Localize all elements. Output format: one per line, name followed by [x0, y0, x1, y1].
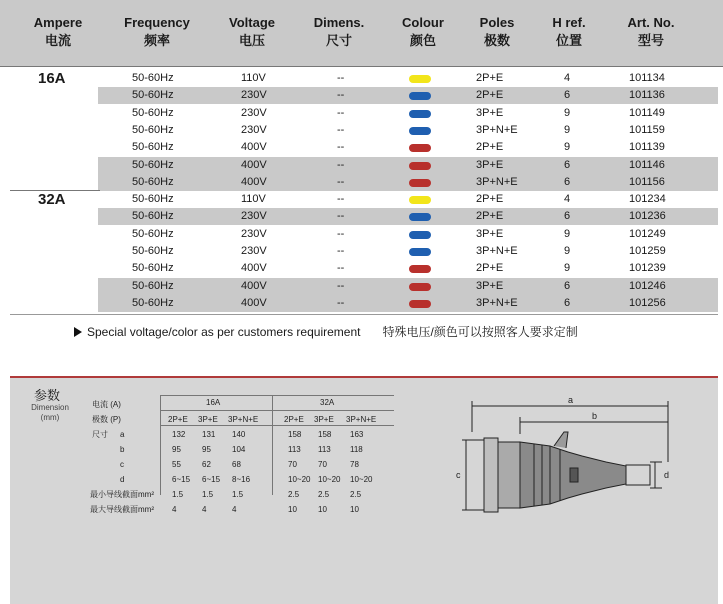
vertical-line-mid: [272, 395, 273, 495]
table-header: [0, 0, 723, 66]
param-row-label: 最小导线截面mm²: [90, 490, 154, 499]
poles-cell: 3P+E: [476, 106, 504, 119]
current-label: 电流 (A): [92, 400, 121, 409]
table-row: [98, 208, 718, 225]
artno-cell: 101256: [629, 296, 666, 309]
dimens-cell: --: [337, 245, 345, 257]
table-row: [98, 226, 718, 243]
table-row: [98, 174, 718, 191]
colour-swatch: [409, 179, 431, 187]
header-colour: Colour 颜色: [402, 15, 444, 48]
artno-cell: 101234: [629, 193, 666, 206]
voltage-cell: 400V: [241, 175, 267, 188]
colour-swatch: [409, 248, 431, 256]
table-row: [98, 260, 718, 277]
group-16a: 16A: [206, 398, 221, 407]
frequency-cell: 50-60Hz: [132, 210, 174, 223]
ampere-label: 32A: [38, 191, 66, 209]
frequency-cell: 50-60Hz: [132, 175, 174, 188]
triangle-bullet-icon: [74, 327, 82, 337]
param-value: 8~16: [232, 475, 251, 484]
table-top-line: [160, 395, 394, 396]
header-divider: [0, 66, 723, 67]
dimens-cell: --: [337, 141, 345, 154]
param-value: 95: [172, 445, 181, 454]
frequency-cell: 50-60Hz: [132, 193, 174, 206]
param-value: 4: [232, 505, 237, 514]
param-value: 113: [288, 445, 301, 454]
table-row: [98, 243, 718, 260]
param-value: 104: [232, 445, 246, 454]
panel-title: 参数: [34, 388, 61, 403]
dimension-panel: [10, 376, 718, 604]
param-value: 68: [232, 460, 241, 469]
header-voltage: Voltage 电压: [229, 15, 275, 48]
pole-header: 3P+E: [198, 415, 218, 424]
href-cell: 6: [564, 175, 571, 188]
voltage-cell: 110V: [241, 72, 266, 84]
param-value: 4: [202, 505, 207, 514]
param-value: 1.5: [202, 490, 214, 499]
param-value: 70: [318, 460, 327, 469]
param-value: 78: [350, 460, 359, 469]
dimens-cell: --: [337, 158, 345, 171]
voltage-cell: 230V: [241, 245, 267, 257]
table-row: [98, 139, 718, 156]
artno-cell: 101236: [629, 210, 666, 223]
frequency-cell: 50-60Hz: [132, 279, 174, 292]
frequency-cell: 50-60Hz: [132, 141, 174, 154]
table-row: [98, 278, 718, 295]
param-row-label: a: [120, 430, 125, 439]
frequency-cell: 50-60Hz: [132, 227, 174, 240]
param-value: 2.5: [350, 490, 362, 499]
param-value: 1.5: [172, 490, 184, 499]
dimens-cell: --: [337, 123, 345, 136]
param-row-label: b: [120, 445, 125, 454]
dimens-cell: --: [337, 193, 345, 206]
frequency-cell: 50-60Hz: [132, 72, 174, 84]
header-poles: Poles 极数: [479, 15, 515, 48]
header-ampere: Ampere 电流: [33, 15, 83, 48]
table-row: [98, 70, 718, 87]
poles-cell: 2P+E: [476, 210, 504, 223]
href-cell: 9: [564, 106, 571, 119]
voltage-cell: 230V: [241, 227, 267, 240]
param-value: 70: [288, 460, 297, 469]
frequency-cell: 50-60Hz: [132, 123, 174, 136]
param-value: 113: [318, 445, 331, 454]
param-value: 1.5: [232, 490, 244, 499]
frequency-cell: 50-60Hz: [132, 245, 174, 257]
param-row-label: c: [120, 460, 124, 469]
pole-header: 2P+E: [168, 415, 188, 424]
href-cell: 6: [564, 89, 571, 102]
artno-cell: 101246: [629, 279, 666, 292]
param-value: 62: [202, 460, 211, 469]
frequency-cell: 50-60Hz: [132, 158, 174, 171]
param-value: 118: [350, 445, 363, 454]
dim-label: 尺寸: [92, 430, 108, 439]
param-value: 10~20: [318, 475, 341, 484]
header-href: H ref. 位置: [552, 15, 586, 48]
colour-swatch: [409, 196, 431, 204]
artno-cell: 101249: [629, 227, 666, 240]
voltage-cell: 230V: [241, 106, 267, 119]
colour-swatch: [409, 231, 431, 239]
poles-cell: 2P+E: [476, 141, 504, 154]
artno-cell: 101149: [629, 106, 665, 119]
artno-cell: 101239: [629, 262, 666, 275]
param-value: 2.5: [288, 490, 300, 499]
dimens-cell: --: [337, 227, 345, 240]
param-value: 163: [350, 430, 364, 439]
table-row: [98, 191, 718, 208]
table-row: [98, 157, 718, 174]
param-value: 158: [318, 430, 332, 439]
dim-c-label: c: [456, 470, 461, 480]
href-cell: 9: [564, 227, 571, 240]
ampere-label: 16A: [38, 70, 66, 87]
dimens-cell: --: [337, 262, 345, 275]
param-value: 10~20: [350, 475, 373, 484]
colour-swatch: [409, 127, 431, 135]
href-cell: 6: [564, 158, 571, 171]
dim-b-label: b: [592, 411, 598, 421]
param-value: 4: [172, 505, 177, 514]
vertical-line-left: [160, 395, 161, 495]
colour-swatch: [409, 283, 431, 291]
colour-swatch: [409, 213, 431, 221]
href-cell: 9: [564, 245, 571, 257]
href-cell: 9: [564, 123, 571, 136]
param-value: 10~20: [288, 475, 311, 484]
voltage-cell: 230V: [241, 123, 267, 136]
href-cell: 4: [564, 193, 571, 206]
poles-cell: 3P+N+E: [476, 175, 518, 188]
poles-cell: 3P+E: [476, 227, 504, 240]
pole-header: 3P+N+E: [346, 415, 377, 424]
poles-cell: 3P+E: [476, 279, 504, 292]
artno-cell: 101259: [629, 245, 666, 257]
artno-cell: 101136: [629, 89, 665, 102]
colour-swatch: [409, 144, 431, 152]
param-row-label: d: [120, 475, 125, 484]
param-value: 2.5: [318, 490, 330, 499]
artno-cell: 101134: [629, 72, 665, 84]
poles-cell: 2P+E: [476, 262, 504, 275]
dimens-cell: --: [337, 89, 345, 102]
href-cell: 9: [564, 262, 571, 275]
dimens-cell: --: [337, 210, 345, 223]
artno-cell: 101139: [629, 141, 665, 154]
poles-cell: 3P+N+E: [476, 245, 518, 257]
voltage-cell: 400V: [241, 262, 267, 275]
dimens-cell: --: [337, 296, 345, 309]
pole-header: 2P+E: [284, 415, 304, 424]
header-divider-line: [160, 425, 394, 426]
dimens-cell: --: [337, 72, 345, 84]
param-value: 10: [318, 505, 327, 514]
dim-d-label: d: [664, 470, 670, 480]
poles-cell: 3P+N+E: [476, 296, 518, 309]
colour-swatch: [409, 110, 431, 118]
colour-swatch: [409, 162, 431, 170]
header-dimens: Dimens. 尺寸: [313, 15, 365, 48]
param-row-label: 最大导线截面mm²: [90, 505, 154, 514]
header-artno: Art. No. 型号: [627, 15, 675, 48]
voltage-cell: 400V: [241, 158, 267, 171]
artno-cell: 101156: [629, 175, 665, 188]
href-cell: 4: [564, 72, 571, 84]
href-cell: 6: [564, 210, 571, 223]
param-value: 132: [172, 430, 186, 439]
poles-cell: 2P+E: [476, 193, 504, 206]
param-value: 10: [350, 505, 359, 514]
poles-label: 极数 (P): [92, 415, 121, 424]
table-row: [98, 122, 718, 139]
table-row: [98, 105, 718, 122]
colour-swatch: [409, 75, 431, 83]
note-english: Special voltage/color as per customers requirement: [87, 325, 361, 339]
pole-header: 3P+N+E: [228, 415, 259, 424]
artno-cell: 101159: [629, 123, 665, 136]
dim-a-label: a: [568, 395, 574, 405]
plug-drawing: [450, 392, 690, 562]
dimens-cell: --: [337, 279, 345, 292]
voltage-cell: 400V: [241, 141, 267, 154]
href-cell: 9: [564, 141, 571, 154]
param-value: 6~15: [172, 475, 191, 484]
voltage-cell: 400V: [241, 279, 267, 292]
colour-swatch: [409, 265, 431, 273]
panel-subtitle: Dimension (mm): [31, 403, 69, 422]
frequency-cell: 50-60Hz: [132, 296, 174, 309]
param-value: 6~15: [202, 475, 221, 484]
voltage-cell: 400V: [241, 296, 267, 309]
note-chinese: 特殊电压/颜色可以按照客人要求定制: [382, 325, 578, 339]
colour-swatch: [409, 92, 431, 100]
voltage-cell: 230V: [241, 210, 267, 223]
voltage-cell: 230V: [241, 89, 267, 102]
frequency-cell: 50-60Hz: [132, 262, 174, 275]
param-value: 55: [172, 460, 181, 469]
param-value: 95: [202, 445, 211, 454]
table-row: [98, 295, 718, 312]
frequency-cell: 50-60Hz: [132, 106, 174, 119]
group-32a: 32A: [320, 398, 335, 407]
table-row: [98, 87, 718, 104]
href-cell: 6: [564, 296, 571, 309]
custom-note: [74, 325, 578, 340]
poles-cell: 2P+E: [476, 72, 504, 84]
dimens-cell: --: [337, 106, 345, 119]
artno-cell: 101146: [629, 158, 665, 171]
param-value: 158: [288, 430, 302, 439]
poles-cell: 3P+E: [476, 158, 504, 171]
header-frequency: Frequency 频率: [124, 15, 190, 48]
param-value: 140: [232, 430, 246, 439]
href-cell: 6: [564, 279, 571, 292]
poles-cell: 2P+E: [476, 89, 504, 102]
dimens-cell: --: [337, 175, 345, 188]
param-value: 10: [288, 505, 297, 514]
colour-swatch: [409, 300, 431, 308]
table-bottom-divider: [10, 314, 718, 315]
frequency-cell: 50-60Hz: [132, 89, 174, 102]
group-divider-line: [160, 410, 394, 411]
voltage-cell: 110V: [241, 193, 266, 206]
pole-header: 3P+E: [314, 415, 334, 424]
param-value: 131: [202, 430, 216, 439]
poles-cell: 3P+N+E: [476, 123, 518, 136]
